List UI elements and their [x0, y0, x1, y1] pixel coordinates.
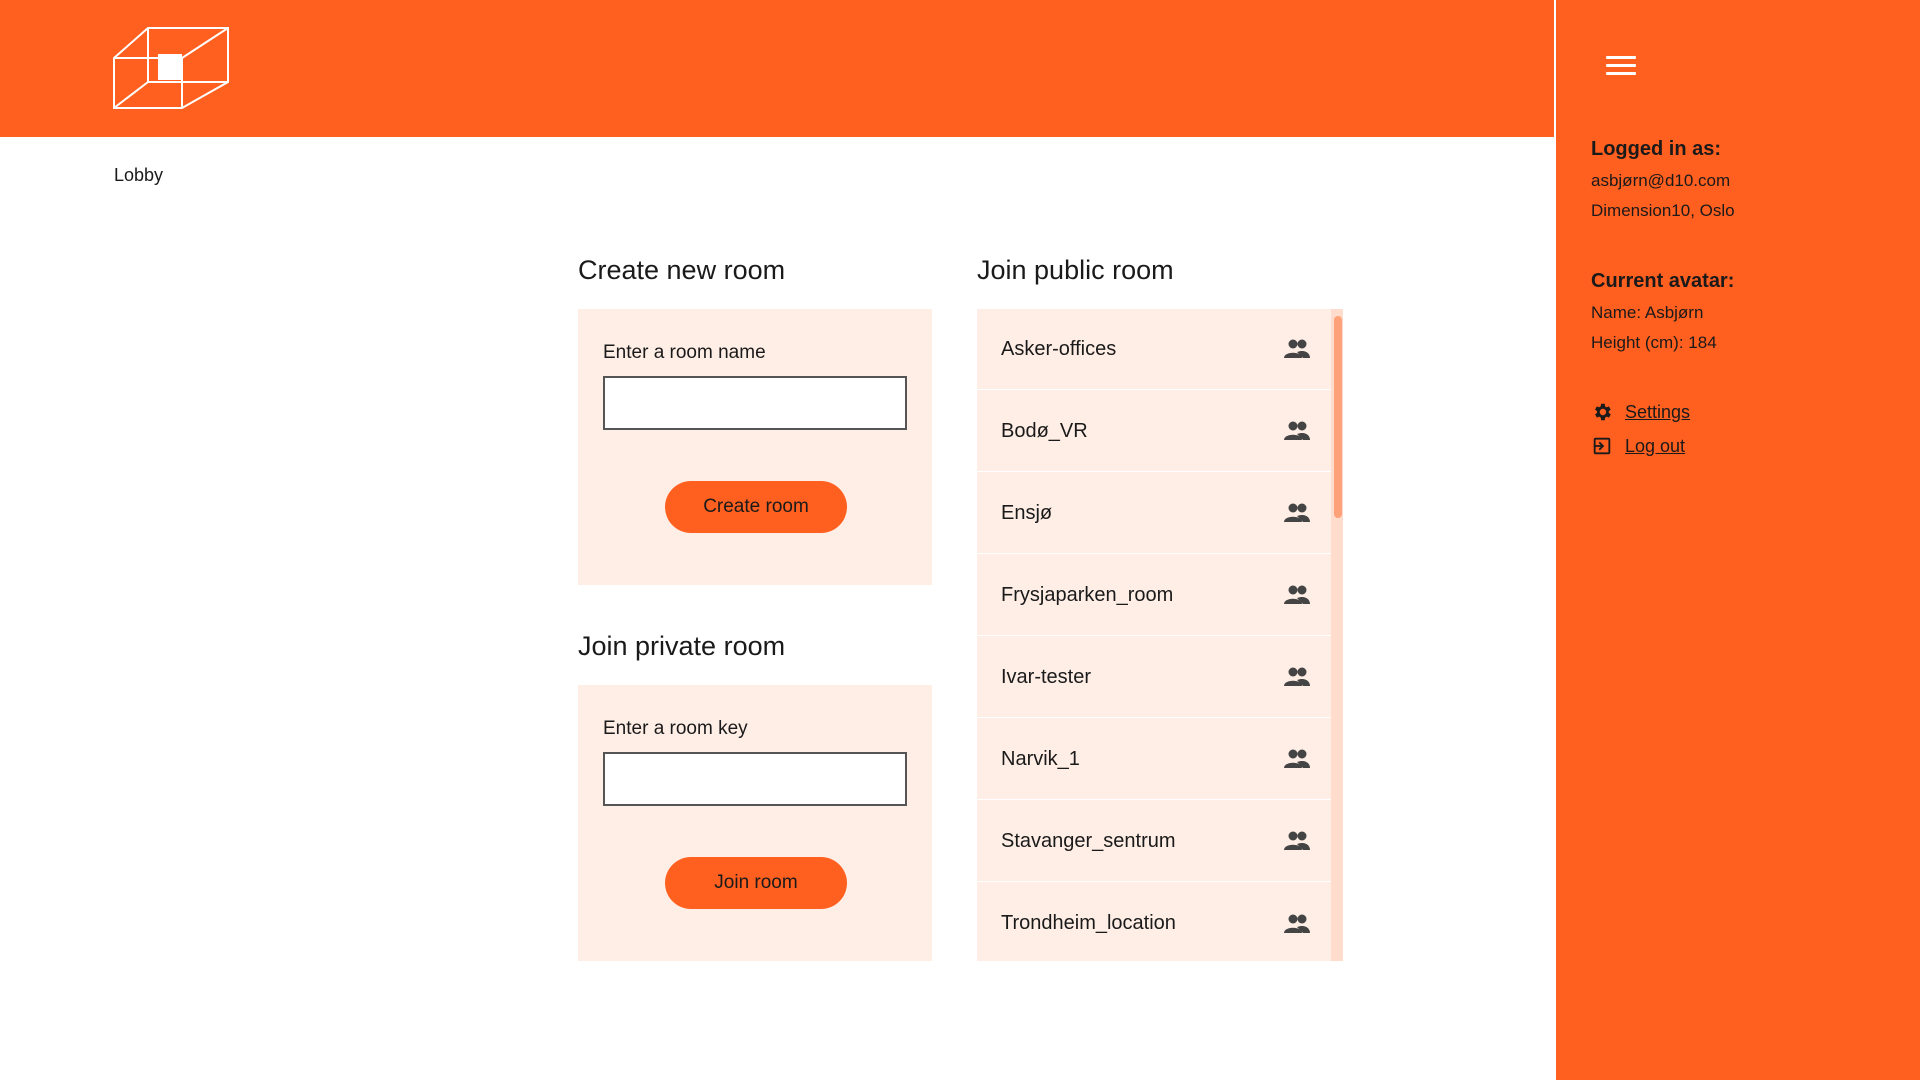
header-bar [0, 0, 1554, 137]
people-icon [1283, 421, 1311, 441]
list-item[interactable]: Bodø_VR [977, 391, 1331, 472]
people-icon [1283, 585, 1311, 605]
scrollbar-thumb[interactable] [1334, 316, 1342, 518]
avatar-height: Height (cm): 184 [1591, 333, 1717, 352]
create-room-title: Create new room [578, 255, 786, 285]
people-icon [1283, 831, 1311, 851]
room-key-input[interactable] [603, 752, 907, 806]
login-info [1591, 138, 1735, 221]
room-key-label: Enter a room key [603, 718, 748, 739]
people-icon [1283, 667, 1311, 687]
join-room-button[interactable]: Join room [665, 857, 847, 909]
public-room-title: Join public room [977, 255, 1174, 285]
logout-link[interactable] [1591, 435, 1685, 457]
gear-icon [1591, 401, 1613, 423]
list-item[interactable]: Stavanger_sentrum [977, 801, 1331, 882]
logout-icon [1591, 435, 1613, 457]
avatar-info [1591, 270, 1734, 353]
private-room-card [578, 685, 932, 961]
list-item[interactable]: Trondheim_location [977, 883, 1331, 961]
people-icon [1283, 749, 1311, 769]
people-icon [1283, 339, 1311, 359]
avatar-heading: Current avatar: [1591, 270, 1735, 292]
settings-link[interactable] [1591, 401, 1690, 423]
room-name-label: Enter a room name [603, 342, 766, 363]
room-name-input[interactable] [603, 376, 907, 430]
hamburger-menu-icon[interactable] [1606, 56, 1640, 82]
cube-logo-icon[interactable] [112, 26, 230, 110]
user-org: Dimension10, Oslo [1591, 201, 1735, 220]
list-item[interactable]: Asker-offices [977, 309, 1331, 390]
logged-in-heading: Logged in as: [1591, 138, 1721, 160]
user-email: asbjørn@d10.com [1591, 171, 1731, 190]
list-item[interactable]: Frysjaparken_room [977, 555, 1331, 636]
private-room-title: Join private room [578, 631, 786, 661]
people-icon [1283, 503, 1311, 523]
avatar-name: Name: Asbjørn [1591, 303, 1704, 322]
list-item[interactable]: Narvik_1 [977, 719, 1331, 800]
list-item[interactable]: Ensjø [977, 473, 1331, 554]
create-room-button[interactable]: Create room [665, 481, 847, 533]
create-room-card [578, 309, 932, 585]
list-item[interactable]: Ivar-tester [977, 637, 1331, 718]
sidebar [1556, 0, 1920, 1080]
logout-label: Log out [1625, 435, 1686, 456]
people-icon [1283, 914, 1311, 934]
public-room-list [977, 309, 1343, 961]
breadcrumb: Lobby [114, 165, 164, 185]
settings-label: Settings [1625, 401, 1691, 422]
